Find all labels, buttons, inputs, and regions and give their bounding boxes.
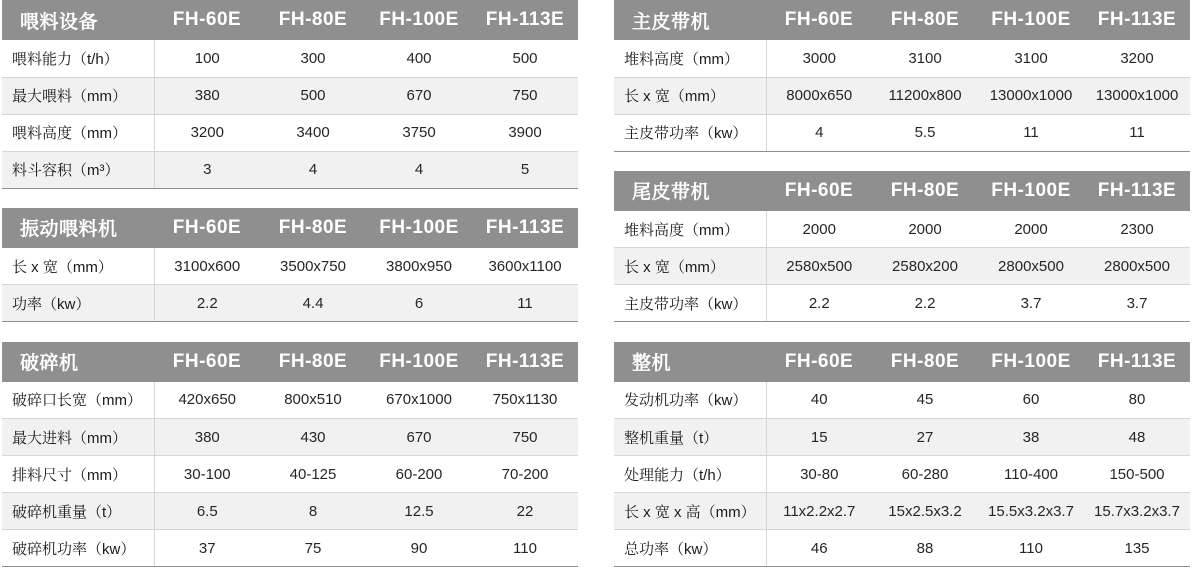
cell-value: 30-80 — [766, 456, 872, 493]
table-spacer — [2, 189, 578, 208]
cell-value: 8000x650 — [766, 77, 872, 114]
column-header-model-1: FH-60E — [766, 342, 872, 382]
cell-value: 500 — [260, 77, 366, 114]
cell-value: 430 — [260, 419, 366, 456]
row-label: 长 x 宽（mm） — [614, 77, 766, 114]
table-row — [614, 530, 1190, 567]
cell-value: 800x510 — [260, 382, 366, 419]
cell-value: 15x2.5x3.2 — [872, 493, 978, 530]
row-label: 主皮带功率（kw） — [614, 114, 766, 151]
table-row — [2, 530, 578, 567]
cell-value: 15 — [766, 419, 872, 456]
cell-value: 15.7x3.2x3.7 — [1084, 493, 1190, 530]
cell-value: 5 — [472, 151, 578, 188]
table-row — [2, 151, 578, 188]
cell-value: 670 — [366, 419, 472, 456]
table-feeder — [2, 0, 578, 189]
table-header-row — [2, 208, 578, 248]
cell-value: 8 — [260, 493, 366, 530]
cell-value: 3200 — [154, 114, 260, 151]
row-label: 功率（kw） — [2, 285, 154, 322]
column-header-model-4: FH-113E — [472, 208, 578, 248]
cell-value: 2580x500 — [766, 248, 872, 285]
cell-value: 75 — [260, 530, 366, 567]
column-header-model-2: FH-80E — [872, 342, 978, 382]
table-row — [614, 419, 1190, 456]
cell-value: 11x2.2x2.7 — [766, 493, 872, 530]
cell-value: 2300 — [1084, 211, 1190, 248]
table-spacer — [2, 322, 578, 341]
cell-value: 400 — [366, 40, 472, 77]
column-header-model-3: FH-100E — [978, 342, 1084, 382]
row-label: 破碎口长宽（mm） — [2, 382, 154, 419]
row-label: 总功率（kw） — [614, 530, 766, 567]
cell-value: 27 — [872, 419, 978, 456]
cell-value: 30-100 — [154, 456, 260, 493]
cell-value: 12.5 — [366, 493, 472, 530]
column-header-model-1: FH-60E — [766, 0, 872, 40]
table-title: 尾皮带机 — [614, 171, 766, 211]
table-row — [614, 382, 1190, 419]
cell-value: 100 — [154, 40, 260, 77]
table-row — [2, 77, 578, 114]
cell-value: 11 — [472, 285, 578, 322]
cell-value: 3.7 — [978, 285, 1084, 322]
cell-value: 15.5x3.2x3.7 — [978, 493, 1084, 530]
row-label: 破碎机功率（kw） — [2, 530, 154, 567]
cell-value: 60 — [978, 382, 1084, 419]
cell-value: 88 — [872, 530, 978, 567]
cell-value: 3900 — [472, 114, 578, 151]
cell-value: 2800x500 — [978, 248, 1084, 285]
cell-value: 420x650 — [154, 382, 260, 419]
row-label: 料斗容积（m³） — [2, 151, 154, 188]
column-header-model-3: FH-100E — [366, 342, 472, 382]
row-label: 处理能力（t/h） — [614, 456, 766, 493]
cell-value: 750 — [472, 77, 578, 114]
cell-value: 60-280 — [872, 456, 978, 493]
cell-value: 90 — [366, 530, 472, 567]
cell-value: 4 — [260, 151, 366, 188]
cell-value: 380 — [154, 77, 260, 114]
cell-value: 150-500 — [1084, 456, 1190, 493]
table-spacer — [614, 322, 1178, 341]
table-crusher — [2, 342, 578, 567]
cell-value: 11200x800 — [872, 77, 978, 114]
cell-value: 70-200 — [472, 456, 578, 493]
table-header-row — [2, 342, 578, 382]
cell-value: 3500x750 — [260, 248, 366, 285]
table-title: 整机 — [614, 342, 766, 382]
table-row — [2, 456, 578, 493]
table-row — [2, 248, 578, 285]
table-whole-machine — [614, 342, 1190, 567]
cell-value: 3800x950 — [366, 248, 472, 285]
cell-value: 3600x1100 — [472, 248, 578, 285]
cell-value: 22 — [472, 493, 578, 530]
right-column — [600, 0, 1178, 567]
cell-value: 80 — [1084, 382, 1190, 419]
table-header-row — [2, 0, 578, 40]
column-header-model-2: FH-80E — [872, 171, 978, 211]
column-header-model-3: FH-100E — [978, 0, 1084, 40]
column-header-model-4: FH-113E — [472, 342, 578, 382]
row-label: 喂料能力（t/h） — [2, 40, 154, 77]
cell-value: 37 — [154, 530, 260, 567]
column-header-model-2: FH-80E — [260, 342, 366, 382]
column-header-model-2: FH-80E — [260, 208, 366, 248]
table-row — [614, 40, 1190, 77]
row-label: 长 x 宽（mm） — [2, 248, 154, 285]
row-label: 最大进料（mm） — [2, 419, 154, 456]
cell-value: 38 — [978, 419, 1084, 456]
cell-value: 500 — [472, 40, 578, 77]
cell-value: 670x1000 — [366, 382, 472, 419]
column-header-model-1: FH-60E — [154, 208, 260, 248]
row-label: 最大喂料（mm） — [2, 77, 154, 114]
left-column — [0, 0, 578, 567]
cell-value: 2.2 — [766, 285, 872, 322]
table-row — [2, 40, 578, 77]
cell-value: 3 — [154, 151, 260, 188]
table-row — [614, 114, 1190, 151]
cell-value: 3100 — [978, 40, 1084, 77]
cell-value: 13000x1000 — [978, 77, 1084, 114]
row-label: 喂料高度（mm） — [2, 114, 154, 151]
row-label: 排料尺寸（mm） — [2, 456, 154, 493]
table-row — [614, 77, 1190, 114]
table-header-row — [614, 342, 1190, 382]
table-title: 破碎机 — [2, 342, 154, 382]
cell-value: 670 — [366, 77, 472, 114]
cell-value: 380 — [154, 419, 260, 456]
column-header-model-4: FH-113E — [1084, 171, 1190, 211]
column-header-model-4: FH-113E — [1084, 342, 1190, 382]
table-row — [2, 419, 578, 456]
table-tail-belt — [614, 171, 1190, 323]
cell-value: 3400 — [260, 114, 366, 151]
column-header-model-3: FH-100E — [366, 0, 472, 40]
column-header-model-3: FH-100E — [366, 208, 472, 248]
row-label: 主皮带功率（kw） — [614, 285, 766, 322]
cell-value: 45 — [872, 382, 978, 419]
table-vibrating-feeder — [2, 208, 578, 323]
cell-value: 11 — [978, 114, 1084, 151]
cell-value: 2800x500 — [1084, 248, 1190, 285]
cell-value: 3.7 — [1084, 285, 1190, 322]
cell-value: 5.5 — [872, 114, 978, 151]
column-header-model-3: FH-100E — [978, 171, 1084, 211]
table-row — [614, 248, 1190, 285]
table-row — [2, 493, 578, 530]
table-main-belt — [614, 0, 1190, 152]
cell-value: 2000 — [872, 211, 978, 248]
table-row — [2, 114, 578, 151]
cell-value: 750x1130 — [472, 382, 578, 419]
cell-value: 2000 — [766, 211, 872, 248]
column-header-model-1: FH-60E — [154, 0, 260, 40]
cell-value: 3200 — [1084, 40, 1190, 77]
table-title: 喂料设备 — [2, 0, 154, 40]
table-row — [2, 382, 578, 419]
cell-value: 40-125 — [260, 456, 366, 493]
cell-value: 2.2 — [154, 285, 260, 322]
column-header-model-4: FH-113E — [472, 0, 578, 40]
row-label: 破碎机重量（t） — [2, 493, 154, 530]
column-header-model-1: FH-60E — [766, 171, 872, 211]
column-header-model-4: FH-113E — [1084, 0, 1190, 40]
row-label: 发动机功率（kw） — [614, 382, 766, 419]
cell-value: 11 — [1084, 114, 1190, 151]
cell-value: 110 — [978, 530, 1084, 567]
table-row — [614, 211, 1190, 248]
table-spacer — [614, 152, 1178, 171]
cell-value: 4 — [766, 114, 872, 151]
row-label: 堆料高度（mm） — [614, 211, 766, 248]
cell-value: 6.5 — [154, 493, 260, 530]
cell-value: 2000 — [978, 211, 1084, 248]
table-header-row — [614, 0, 1190, 40]
table-header-row — [614, 171, 1190, 211]
cell-value: 4 — [366, 151, 472, 188]
column-header-model-2: FH-80E — [260, 0, 366, 40]
table-row — [2, 285, 578, 322]
cell-value: 3750 — [366, 114, 472, 151]
cell-value: 46 — [766, 530, 872, 567]
cell-value: 135 — [1084, 530, 1190, 567]
cell-value: 110 — [472, 530, 578, 567]
cell-value: 750 — [472, 419, 578, 456]
cell-value: 2580x200 — [872, 248, 978, 285]
cell-value: 3100x600 — [154, 248, 260, 285]
row-label: 长 x 宽 x 高（mm） — [614, 493, 766, 530]
row-label: 整机重量（t） — [614, 419, 766, 456]
table-row — [614, 493, 1190, 530]
cell-value: 6 — [366, 285, 472, 322]
table-title: 振动喂料机 — [2, 208, 154, 248]
cell-value: 300 — [260, 40, 366, 77]
table-title: 主皮带机 — [614, 0, 766, 40]
cell-value: 60-200 — [366, 456, 472, 493]
cell-value: 2.2 — [872, 285, 978, 322]
cell-value: 40 — [766, 382, 872, 419]
row-label: 堆料高度（mm） — [614, 40, 766, 77]
row-label: 长 x 宽（mm） — [614, 248, 766, 285]
column-header-model-1: FH-60E — [154, 342, 260, 382]
table-row — [614, 456, 1190, 493]
cell-value: 3000 — [766, 40, 872, 77]
cell-value: 4.4 — [260, 285, 366, 322]
column-header-model-2: FH-80E — [872, 0, 978, 40]
cell-value: 13000x1000 — [1084, 77, 1190, 114]
cell-value: 110-400 — [978, 456, 1084, 493]
cell-value: 48 — [1084, 419, 1190, 456]
table-row — [614, 285, 1190, 322]
cell-value: 3100 — [872, 40, 978, 77]
